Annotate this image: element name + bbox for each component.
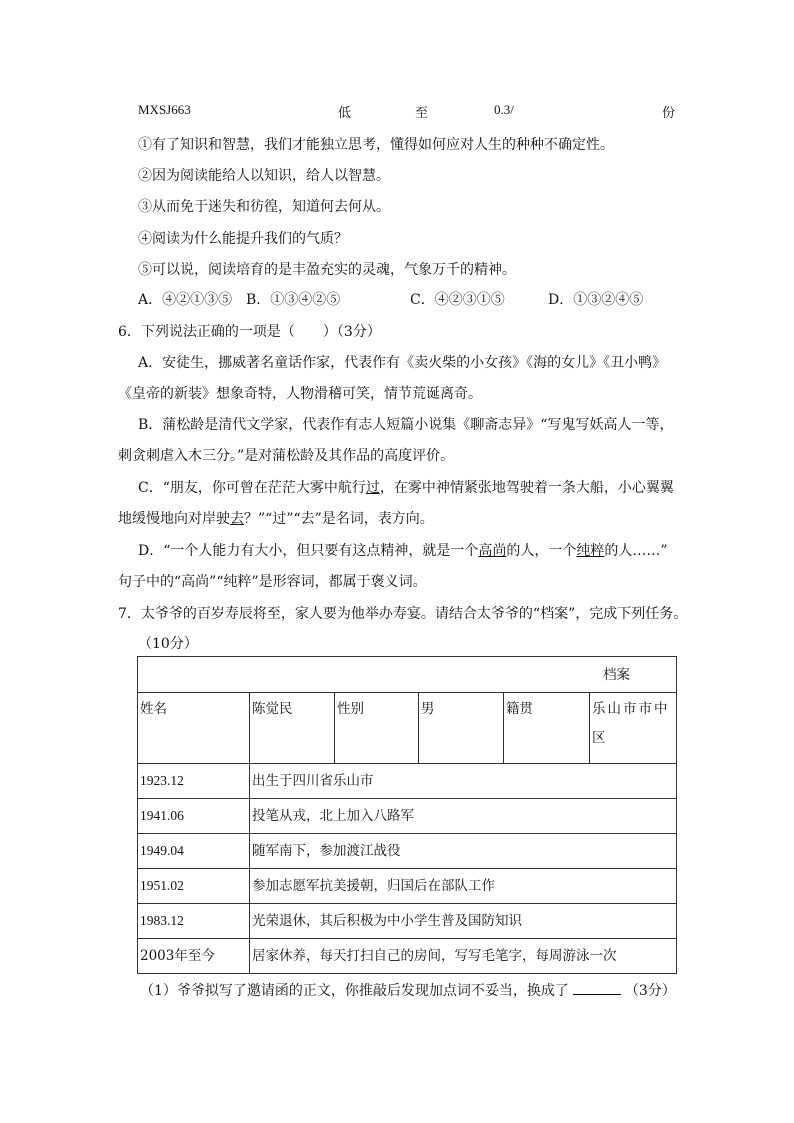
archive-title: 档案 bbox=[138, 657, 677, 693]
archive-table bbox=[137, 656, 677, 974]
q7-sub1 bbox=[140, 980, 676, 1000]
archive-header-row bbox=[138, 693, 677, 764]
row-date: 1949.04 bbox=[138, 834, 250, 869]
q6-stem: 6．下列说法正确的一项是（ ）（3分） bbox=[118, 324, 381, 340]
header-word-2: 至 bbox=[415, 105, 429, 120]
row-event: 参加志愿军抗美援朝，归国后在部队工作 bbox=[250, 869, 677, 904]
q6-d1-post: 的人……” bbox=[604, 543, 668, 559]
q5-choice-b[interactable]: B．①③④②⑤ bbox=[246, 292, 341, 308]
name-label: 姓名 bbox=[138, 693, 250, 764]
header-code: MXSJ663 bbox=[138, 102, 191, 117]
q5-option-2: ②因为阅读能给人以知识，给人以智慧。 bbox=[138, 168, 390, 184]
header-word-3: 0.3/ bbox=[494, 102, 514, 117]
q6-c2-post: ？”“过”“去”是名词，表方向。 bbox=[244, 511, 434, 527]
row-event: 光荣退休，其后积极为中小学生普及国防知识 bbox=[250, 904, 677, 939]
q6-option-b-line1[interactable]: B．蒲松龄是清代文学家，代表作有志人短篇小说集《聊斋志异》“写鬼写妖高人一等， bbox=[138, 417, 674, 433]
q6-c1-underlined: 过 bbox=[365, 480, 380, 496]
table-row bbox=[138, 764, 677, 799]
gender-label: 性别 bbox=[335, 693, 419, 764]
row-date: 1951.02 bbox=[138, 869, 250, 904]
q6-d1-pre: D．“一个人能力有大小，但只要有这点精神，就是一个 bbox=[138, 543, 479, 559]
q6-option-c-line1[interactable] bbox=[138, 477, 674, 497]
q6-option-a-line2: 《皇帝的新装》想象奇特，人物滑稽可笑，情节荒诞离奇。 bbox=[118, 386, 482, 402]
gender-value: 男 bbox=[419, 693, 504, 764]
q5-choice-a[interactable]: A．④②①③⑤ bbox=[138, 292, 233, 308]
q7-sub1-text: （1）爷爷拟写了邀请函的正文，你推敲后发现加点词不妥当，换成了 bbox=[140, 983, 569, 999]
row-event: 出生于四川省乐山市 bbox=[250, 764, 677, 799]
table-row bbox=[138, 939, 677, 974]
q6-option-c-line2 bbox=[118, 508, 434, 528]
row-date: 1941.06 bbox=[138, 799, 250, 834]
row-event: 随军南下，参加渡江战役 bbox=[250, 834, 677, 869]
q7-sub1-score: （3分） bbox=[624, 983, 676, 999]
q7-stem: 7．太爷爷的百岁寿辰将至，家人要为他举办寿宴。请结合太爷爷的“档案”，完成下列任务。 bbox=[118, 606, 688, 622]
row-date: 1923.12 bbox=[138, 764, 250, 799]
archive-title-row bbox=[138, 657, 677, 693]
q6-option-d-line2: 句子中的“高尚”“纯粹”是形容词，都属于褒义词。 bbox=[118, 574, 427, 590]
q5-option-1: ①有了知识和智慧，我们才能独立思考，懂得如何应对人生的种种不确定性。 bbox=[138, 137, 614, 153]
origin-label: 籍贯 bbox=[504, 693, 590, 764]
q6-d1-underlined-1: 高尚 bbox=[478, 543, 507, 559]
q6-d1-underlined-2: 纯粹 bbox=[576, 543, 605, 559]
q6-d1-mid: 的人，一个 bbox=[506, 543, 577, 559]
q6-c2-pre: 地缓慢地向对岸驶 bbox=[118, 511, 230, 527]
q6-c1-post: ，在雾中神情紧张地驾驶着一条大船，小心翼翼 bbox=[379, 480, 674, 496]
row-date: 1983.12 bbox=[138, 904, 250, 939]
q6-c1-pre: C．“朋友，你可曾在茫茫大雾中航行 bbox=[138, 480, 366, 496]
table-row bbox=[138, 799, 677, 834]
q5-option-3: ③从而免于迷失和彷徨，知道何去何从。 bbox=[138, 199, 390, 215]
q5-option-4: ④阅读为什么能提升我们的气质？ bbox=[138, 231, 348, 247]
row-event: 投笔从戎，北上加入八路军 bbox=[250, 799, 677, 834]
q7-score: （10分） bbox=[138, 636, 198, 652]
q5-choice-c[interactable]: C．④②③①⑤ bbox=[410, 292, 505, 308]
q6-option-b-line2: 刺贪刺虐入木三分。”是对蒲松龄及其作品的高度评价。 bbox=[118, 448, 455, 464]
table-row bbox=[138, 834, 677, 869]
row-date: 2003年至今 bbox=[138, 939, 250, 974]
q6-option-d-line1[interactable] bbox=[138, 540, 668, 560]
q6-c2-underlined: 去 bbox=[230, 511, 244, 527]
table-row bbox=[138, 904, 677, 939]
q5-choice-d[interactable]: D．①③②④⑤ bbox=[548, 292, 644, 308]
table-row bbox=[138, 869, 677, 904]
name-value: 陈觉民 bbox=[250, 693, 335, 764]
origin-value: 乐山市市中区 bbox=[590, 693, 677, 764]
header-word-1: 低 bbox=[338, 105, 352, 120]
q6-option-a-line1[interactable]: A．安徒生，挪威著名童话作家，代表作有《卖火柴的小女孩》《海的女儿》《丑小鸭》 bbox=[138, 355, 667, 371]
q5-option-5: ⑤可以说，阅读培育的是丰盈充实的灵魂，气象万千的精神。 bbox=[138, 262, 516, 278]
answer-blank[interactable] bbox=[573, 982, 621, 995]
row-event: 居家休养，每天打扫自己的房间，写写毛笔字，每周游泳一次 bbox=[250, 939, 677, 974]
header-word-4: 份 bbox=[662, 105, 676, 120]
